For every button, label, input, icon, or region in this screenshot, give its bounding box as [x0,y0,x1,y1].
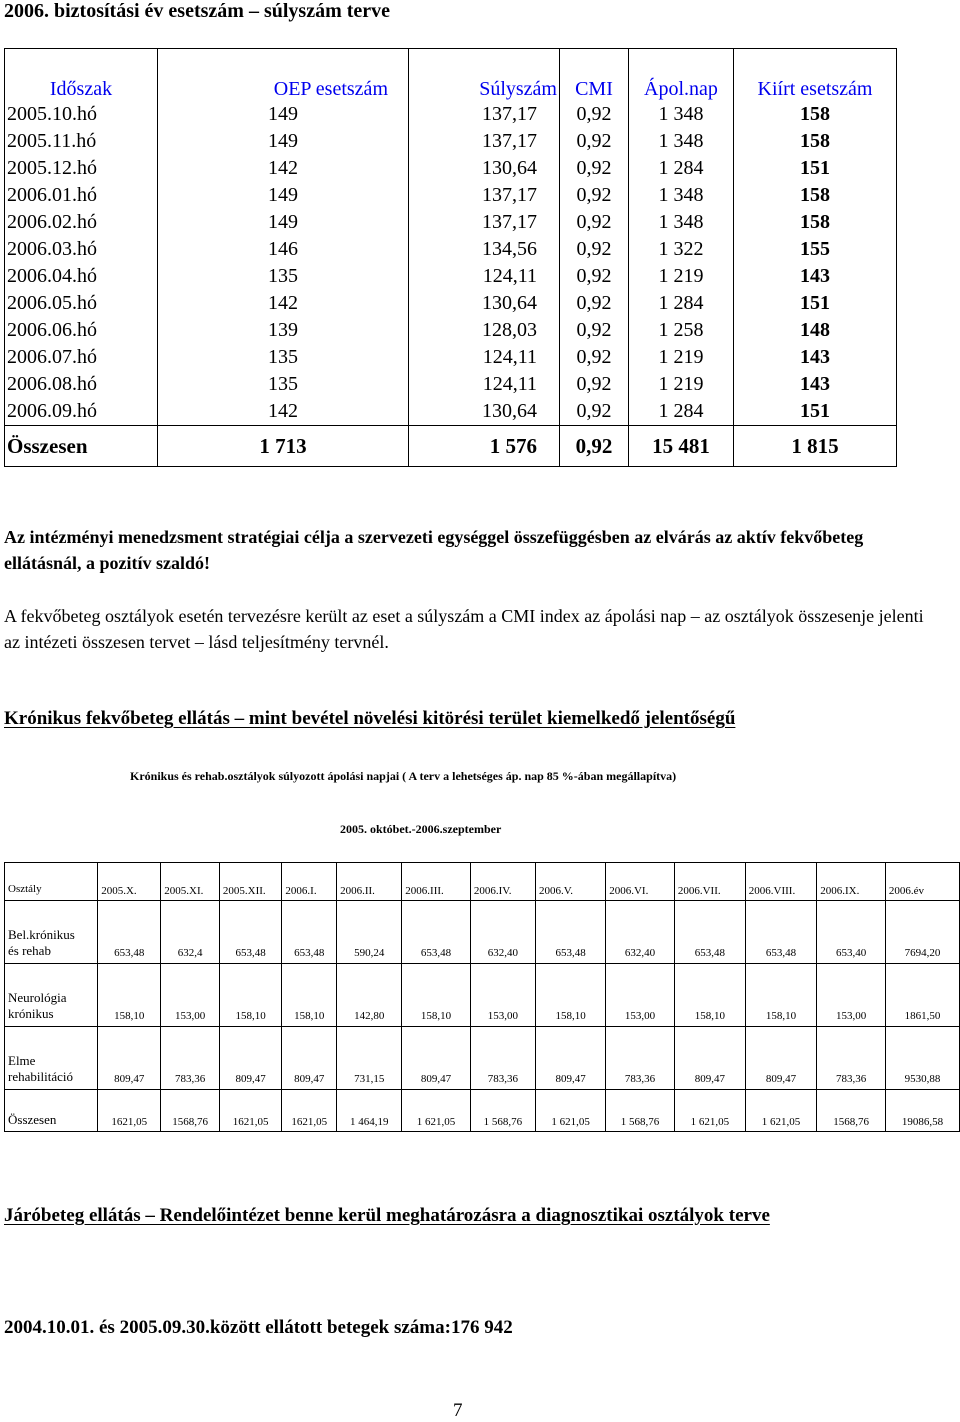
value-cell: 135 [158,344,409,371]
value-cell: 158,10 [674,964,745,1027]
total-cell: 1 568,76 [606,1090,675,1132]
value-cell: 653,48 [219,901,282,964]
value-cell: 0,92 [560,263,629,290]
osztaly-label [5,964,98,1027]
value-cell: 632,4 [161,901,220,964]
total-cell: 15 481 [629,426,734,467]
period-cell: 2006.05.hó [5,290,158,317]
value-cell: 135 [158,371,409,398]
table-row [5,209,897,236]
value-cell: 0,92 [560,155,629,182]
value-cell: 0,92 [560,371,629,398]
table-body [5,101,897,426]
value-cell: 9530,88 [885,1027,959,1090]
value-cell: 153,00 [606,964,675,1027]
value-cell: 149 [158,209,409,236]
osztaly-label-line1: Neurológia [8,990,67,1005]
value-cell: 632,40 [606,901,675,964]
period-cell: 2006.01.hó [5,182,158,209]
value-cell: 158 [734,128,897,155]
paragraph-planning: A fekvőbeteg osztályok esetén tervezésre került az eset a súlyszám a CMI index az ápolási nap – az osztályok összesenje jelenti az intézeti összesen tervet – lásd teljesítmény tervnél. [4,606,924,652]
value-cell: 151 [734,398,897,426]
table2-row [5,1027,960,1090]
value-cell: 0,92 [560,209,629,236]
value-cell: 1 284 [629,398,734,426]
value-cell: 155 [734,236,897,263]
esetszam-table [4,48,897,467]
value-cell: 137,17 [409,182,560,209]
total-label: Összesen [5,426,158,467]
header-cell: 2006.VII. [674,863,745,901]
table-row [5,398,897,426]
period-cell: 2006.07.hó [5,344,158,371]
value-cell: 1861,50 [885,964,959,1027]
total-label: Összesen [5,1090,98,1132]
header-cell: Időszak [5,49,158,102]
value-cell: 149 [158,128,409,155]
value-cell: 137,17 [409,128,560,155]
value-cell: 139 [158,317,409,344]
value-cell: 809,47 [536,1027,606,1090]
value-cell: 137,17 [409,101,560,128]
table-row [5,101,897,128]
value-cell: 124,11 [409,344,560,371]
value-cell: 130,64 [409,398,560,426]
osztaly-label [5,1027,98,1090]
period-cell: 2006.03.hó [5,236,158,263]
osztaly-label [5,901,98,964]
header-cell: 2006.VIII. [745,863,817,901]
value-cell: 158,10 [98,964,161,1027]
period-cell: 2005.10.hó [5,101,158,128]
value-cell: 142 [158,290,409,317]
header-cell: OEP esetszám [158,49,409,102]
table2-total-row [5,1090,960,1132]
value-cell: 1 284 [629,155,734,182]
total-cell: 1 621,05 [536,1090,606,1132]
value-cell: 124,11 [409,263,560,290]
table-row [5,317,897,344]
value-cell: 142 [158,398,409,426]
period-cell: 2006.02.hó [5,209,158,236]
value-cell: 1 284 [629,290,734,317]
table-header-row [5,49,897,102]
osztaly-label-line1: Elme [8,1053,36,1068]
value-cell: 153,00 [817,964,886,1027]
header-cell: 2006.év [885,863,959,901]
value-cell: 653,48 [745,901,817,964]
value-cell: 590,24 [337,901,402,964]
total-cell: 1621,05 [98,1090,161,1132]
table-row [5,344,897,371]
header-cell: 2006.IV. [470,863,535,901]
value-cell: 143 [734,263,897,290]
value-cell: 1 258 [629,317,734,344]
total-cell: 1621,05 [219,1090,282,1132]
value-cell: 128,03 [409,317,560,344]
value-cell: 137,17 [409,209,560,236]
value-cell: 134,56 [409,236,560,263]
value-cell: 1 219 [629,371,734,398]
value-cell: 1 219 [629,344,734,371]
value-cell: 783,36 [470,1027,535,1090]
value-cell: 130,64 [409,290,560,317]
header-cell: 2006.III. [402,863,471,901]
header-cell: 2005.X. [98,863,161,901]
table2-row [5,964,960,1027]
value-cell: 809,47 [674,1027,745,1090]
period-cell: 2005.11.hó [5,128,158,155]
value-cell: 143 [734,344,897,371]
paragraph-strategy: Az intézményi menedzsment stratégiai célja a szervezeti egységgel összefüggésben az elvárás az aktív fekvőbeteg ellátásnál, a pozitív szaldó! [4,527,864,573]
period-cell: 2006.08.hó [5,371,158,398]
value-cell: 653,48 [402,901,471,964]
value-cell: 146 [158,236,409,263]
table-row [5,128,897,155]
osztaly-label-line2: rehabilitáció [8,1069,73,1084]
value-cell: 153,00 [161,964,220,1027]
header-cell: 2006.I. [282,863,337,901]
value-cell: 0,92 [560,236,629,263]
value-cell: 809,47 [402,1027,471,1090]
section-title-kronikus: Krónikus fekvőbeteg ellátás – mint bevétel növelési kitörési terület kiemelkedő jelentőségű [4,708,736,729]
value-cell: 158 [734,182,897,209]
value-cell: 809,47 [745,1027,817,1090]
table-row [5,371,897,398]
table-row [5,236,897,263]
total-cell: 0,92 [560,426,629,467]
value-cell: 135 [158,263,409,290]
value-cell: 149 [158,182,409,209]
header-cell-kiirt: Kiírt esetszám [734,49,897,102]
value-cell: 158,10 [402,964,471,1027]
table-row [5,290,897,317]
header-cell: 2006.V. [536,863,606,901]
value-cell: 158 [734,101,897,128]
section-title-jarobeteg: Járóbeteg ellátás – Rendelőintézet benne kerül meghatározásra a diagnosztikai osztályok terve [4,1205,770,1226]
period-cell: 2006.09.hó [5,398,158,426]
value-cell: 1 348 [629,128,734,155]
value-cell: 153,00 [470,964,535,1027]
value-cell: 158 [734,209,897,236]
value-cell: 0,92 [560,344,629,371]
header-cell: 2005.XI. [161,863,220,901]
total-cell: 1 713 [158,426,409,467]
total-cell: 1 464,19 [337,1090,402,1132]
value-cell: 1 348 [629,209,734,236]
value-cell: 653,40 [817,901,886,964]
value-cell: 1 348 [629,182,734,209]
table2-row [5,901,960,964]
value-cell: 809,47 [219,1027,282,1090]
value-cell: 142,80 [337,964,402,1027]
header-cell: Ápol.nap [629,49,734,102]
header-cell: 2006.II. [337,863,402,901]
value-cell: 158,10 [282,964,337,1027]
value-cell: 130,64 [409,155,560,182]
table-total-row [5,426,897,467]
value-cell: 158,10 [219,964,282,1027]
value-cell: 783,36 [161,1027,220,1090]
value-cell: 809,47 [98,1027,161,1090]
value-cell: 148 [734,317,897,344]
value-cell: 0,92 [560,182,629,209]
value-cell: 151 [734,290,897,317]
value-cell: 632,40 [470,901,535,964]
header-cell: 2006.IX. [817,863,886,901]
value-cell: 142 [158,155,409,182]
total-cell: 1568,76 [817,1090,886,1132]
period-cell: 2006.06.hó [5,317,158,344]
value-cell: 124,11 [409,371,560,398]
period-cell: 2005.12.hó [5,155,158,182]
osztaly-label-line2: és rehab [8,943,51,958]
kronikus-table [4,862,960,1132]
header-cell: 2006.VI. [606,863,675,901]
value-cell: 783,36 [606,1027,675,1090]
total-cell: 1 621,05 [402,1090,471,1132]
value-cell: 809,47 [282,1027,337,1090]
total-cell: 1568,76 [161,1090,220,1132]
value-cell: 149 [158,101,409,128]
total-cell: 1 621,05 [745,1090,817,1132]
value-cell: 143 [734,371,897,398]
value-cell: 0,92 [560,317,629,344]
value-cell: 731,15 [337,1027,402,1090]
total-cell: 1 568,76 [470,1090,535,1132]
total-cell: 1621,05 [282,1090,337,1132]
table-row [5,155,897,182]
header-cell: 2005.XII. [219,863,282,901]
header-osztaly: Osztály [5,863,98,901]
value-cell: 0,92 [560,128,629,155]
value-cell: 0,92 [560,101,629,128]
page-number: 7 [453,1400,463,1421]
total-cell: 1 576 [409,426,560,467]
header-cell: Súlyszám [409,49,560,102]
header-cell: CMI [560,49,629,102]
osztaly-label-line2: krónikus [8,1006,54,1021]
value-cell: 7694,20 [885,901,959,964]
table2-period: 2005. októbet.-2006.szeptember [340,822,502,836]
value-cell: 158,10 [536,964,606,1027]
value-cell: 653,48 [282,901,337,964]
total-cell: 1 621,05 [674,1090,745,1132]
patients-line: 2004.10.01. és 2005.09.30.között ellátott betegek száma:176 942 [4,1317,513,1338]
value-cell: 783,36 [817,1027,886,1090]
value-cell: 158,10 [745,964,817,1027]
total-cell: 19086,58 [885,1090,959,1132]
table-row [5,182,897,209]
value-cell: 151 [734,155,897,182]
value-cell: 653,48 [674,901,745,964]
table2-caption: Krónikus és rehab.osztályok súlyozott ápolási napjai ( A terv a lehetséges áp. nap 85 %-ában megállapítva) [130,769,677,783]
value-cell: 0,92 [560,398,629,426]
table-row [5,263,897,290]
value-cell: 0,92 [560,290,629,317]
table2-header-row [5,863,960,901]
value-cell: 653,48 [98,901,161,964]
value-cell: 1 348 [629,101,734,128]
total-cell: 1 815 [734,426,897,467]
page-heading: 2006. biztosítási év esetszám – súlyszám terve [4,0,391,22]
value-cell: 1 219 [629,263,734,290]
period-cell: 2006.04.hó [5,263,158,290]
value-cell: 1 322 [629,236,734,263]
osztaly-label-line1: Bel.krónikus [8,927,75,942]
value-cell: 653,48 [536,901,606,964]
